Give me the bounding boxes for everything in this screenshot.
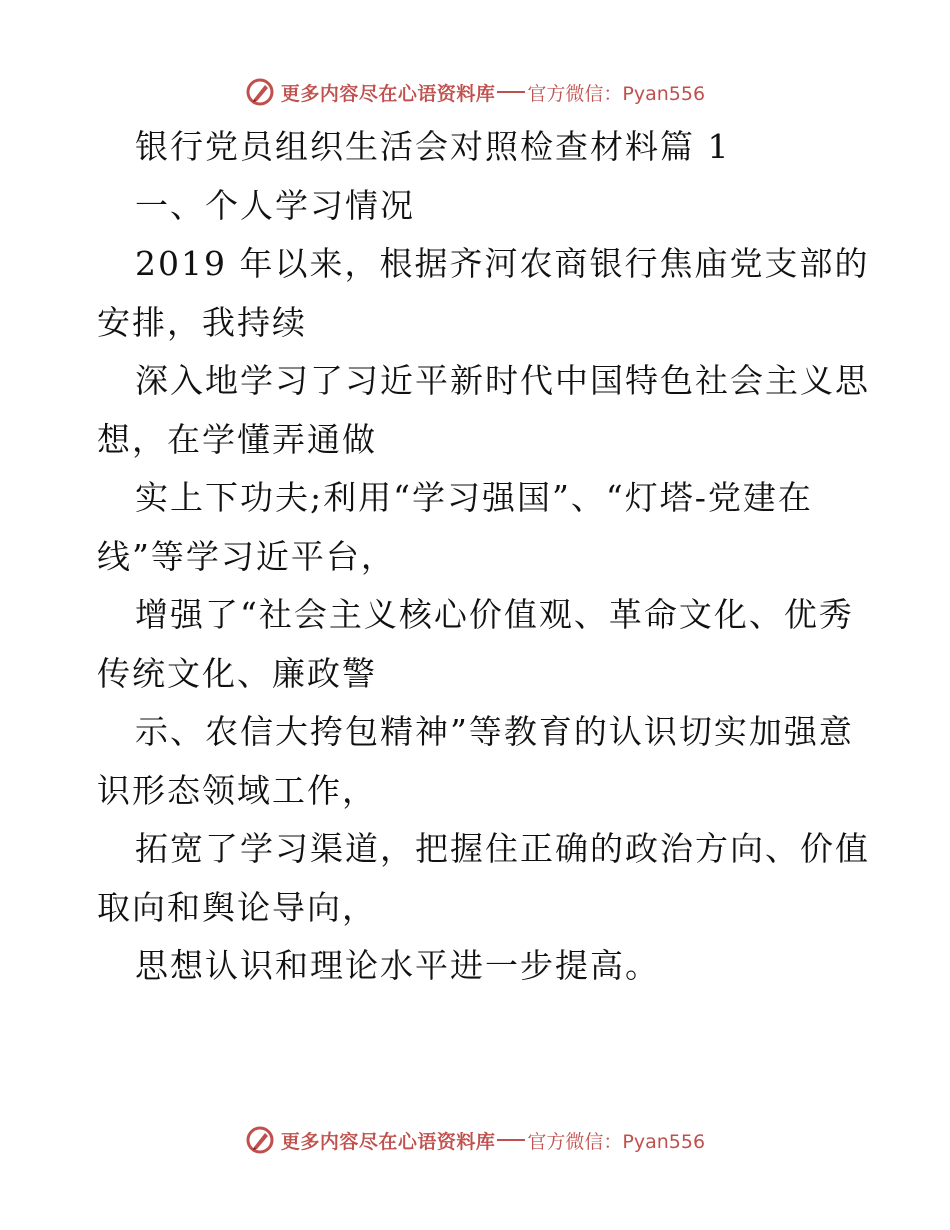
paragraph-line: 拓宽了学习渠道，把握住正确的政治方向、价值 [135, 829, 870, 868]
banner-wechat-text: 官方微信：Pyan556 [527, 82, 706, 105]
banner-site-text: 更多内容尽在心语资料库 [280, 82, 496, 105]
pen-logo-icon [245, 77, 275, 107]
section-heading: 一、个人学习情况 [135, 185, 415, 225]
paragraph-line: 线”等学习近平台， [97, 536, 396, 576]
paragraph-line: 取向和舆论导向， [97, 887, 377, 927]
paragraph-line: 实上下功夫;利用“学习强国”、“灯塔-党建在 [135, 478, 813, 517]
paragraph-line: 增强了“社会主义核心价值观、革命文化、优秀 [135, 595, 854, 634]
document-title: 银行党员组织生活会对照检查材料篇 1 [135, 127, 731, 166]
pen-logo-icon [245, 1125, 275, 1155]
banner-dash [497, 1139, 525, 1141]
paragraph-line: 想，在学懂弄通做 [97, 419, 377, 459]
paragraph-line: 传统文化、廉政警 [97, 653, 377, 693]
banner-dash [497, 91, 525, 93]
footer-banner [0, 1120, 950, 1160]
paragraph-line: 深入地学习了习近平新时代中国特色社会主义思 [135, 361, 870, 400]
paragraph-line: 安排，我持续 [97, 302, 307, 342]
paragraph-line: 识形态领域工作， [97, 770, 377, 810]
header-banner [0, 72, 950, 112]
paragraph-line: 思想认识和理论水平进一步提高。 [135, 946, 660, 985]
banner-wechat-text: 官方微信：Pyan556 [527, 1130, 706, 1153]
document-body [97, 118, 870, 996]
paragraph-line: 示、农信大挎包精神”等教育的认识切实加强意 [135, 712, 854, 751]
paragraph-line: 2019 年以来，根据齐河农商银行焦庙党支部的 [135, 244, 870, 283]
banner-site-text: 更多内容尽在心语资料库 [280, 1130, 496, 1153]
